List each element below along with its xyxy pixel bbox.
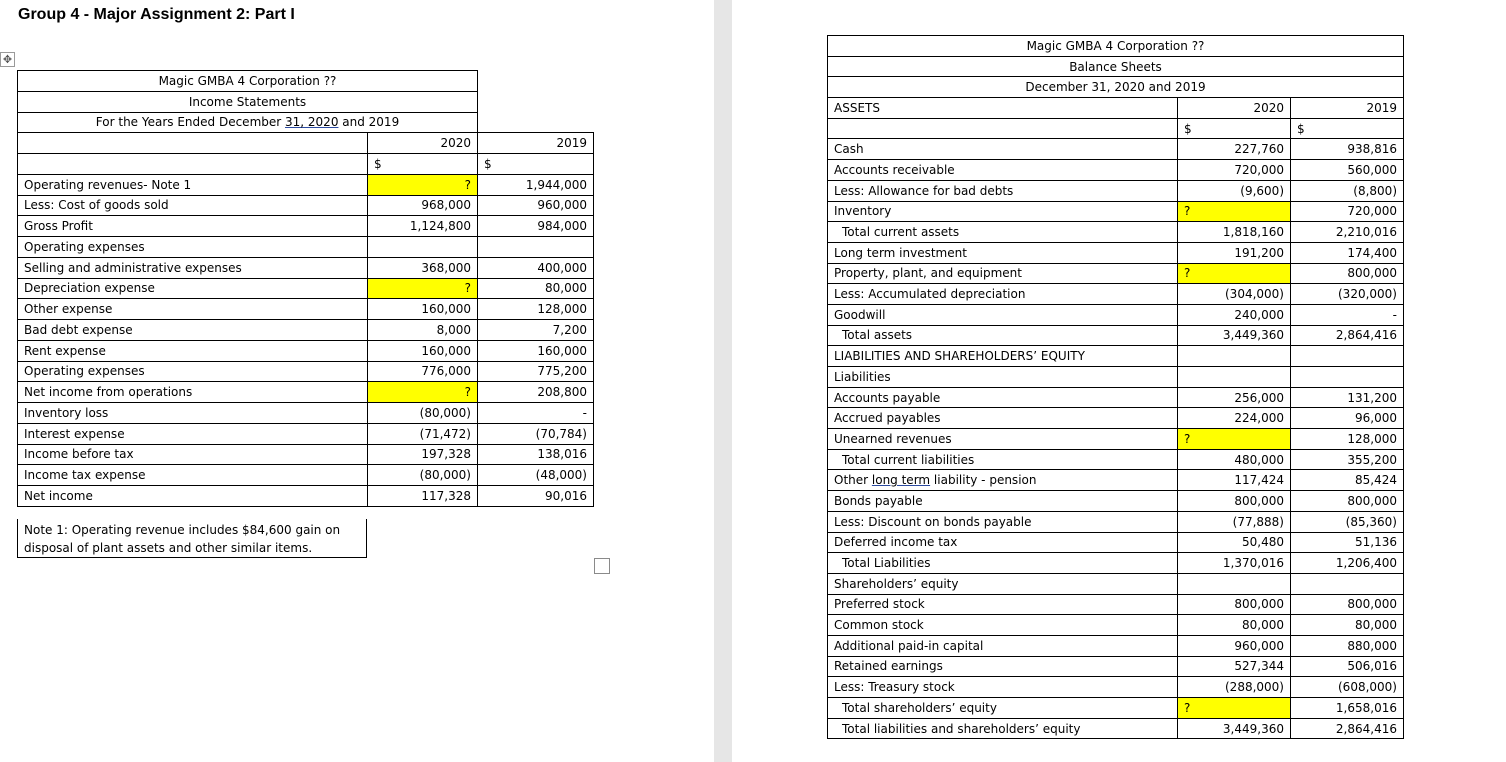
bs-row-label: Property, plant, and equipment — [828, 263, 1178, 284]
table-row — [18, 299, 594, 320]
bs-row-value-2019: 506,016 — [1291, 656, 1404, 677]
is-row-value-2020: (71,472) — [368, 423, 478, 444]
is-row-value-2020 — [368, 237, 478, 258]
is-row-label: Rent expense — [18, 340, 368, 361]
table-row — [18, 216, 594, 237]
table-row — [828, 573, 1404, 594]
bs-row-value-2019: - — [1291, 304, 1404, 325]
bs-row-value-2019: (608,000) — [1291, 677, 1404, 698]
is-row-label: Bad debt expense — [18, 320, 368, 341]
bs-row-value-2019: (320,000) — [1291, 284, 1404, 305]
bs-year-2019: 2019 — [1291, 98, 1404, 119]
is-row-value-2019: 775,200 — [478, 361, 594, 382]
bs-row-label: LIABILITIES AND SHAREHOLDERS’ EQUITY — [828, 346, 1178, 367]
is-row-value-2019: 160,000 — [478, 340, 594, 361]
bs-row-label: Less: Accumulated depreciation — [828, 284, 1178, 305]
table-row — [18, 257, 594, 278]
table-row — [828, 698, 1404, 719]
bs-currency-2019: $ — [1291, 118, 1404, 139]
table-row — [828, 429, 1404, 450]
bs-row-label: Less: Discount on bonds payable — [828, 511, 1178, 532]
bs-row-value-2019 — [1291, 573, 1404, 594]
is-currency-2019: $ — [478, 154, 594, 175]
bs-row-label — [828, 470, 1178, 491]
is-row-value-2019: - — [478, 403, 594, 424]
is-row-label: Net income from operations — [18, 382, 368, 403]
table-row — [18, 320, 594, 341]
bs-row-value-2020 — [1178, 367, 1291, 388]
is-row-label: Net income — [18, 486, 368, 507]
bs-row-value-2020: 256,000 — [1178, 387, 1291, 408]
bs-row-value-2020: 227,760 — [1178, 139, 1291, 160]
is-row-label: Gross Profit — [18, 216, 368, 237]
is-period — [18, 112, 478, 133]
table-row — [828, 615, 1404, 636]
bs-row-value-2020: 1,370,016 — [1178, 553, 1291, 574]
bs-row-label: Accounts receivable — [828, 160, 1178, 181]
bs-row-label: Total assets — [828, 325, 1178, 346]
is-row-value-2020: 160,000 — [368, 299, 478, 320]
bs-company-name: Magic GMBA 4 Corporation ?? — [828, 36, 1404, 57]
bs-row-value-2019: 128,000 — [1291, 429, 1404, 450]
bs-year-2020: 2020 — [1178, 98, 1291, 119]
bs-row-label: Less: Allowance for bad debts — [828, 180, 1178, 201]
bs-row-label: Goodwill — [828, 304, 1178, 325]
table-row — [828, 325, 1404, 346]
page-gutter — [714, 0, 732, 762]
table-row — [828, 491, 1404, 512]
bs-row-label: Accrued payables — [828, 408, 1178, 429]
table-row — [828, 470, 1404, 491]
table-row — [828, 635, 1404, 656]
bs-row-label: Preferred stock — [828, 594, 1178, 615]
table-row — [828, 242, 1404, 263]
bs-row-value-2020: 3,449,360 — [1178, 718, 1291, 739]
table-row — [828, 677, 1404, 698]
bs-row-value-2019: 2,864,416 — [1291, 718, 1404, 739]
bs-row-value-2019: 2,210,016 — [1291, 222, 1404, 243]
bs-date: December 31, 2020 and 2019 — [828, 77, 1404, 98]
table-row — [828, 449, 1404, 470]
is-row-value-2019: (48,000) — [478, 465, 594, 486]
is-row-label: Other expense — [18, 299, 368, 320]
bs-row-value-2020: 800,000 — [1178, 594, 1291, 615]
bs-row-value-2020: (288,000) — [1178, 677, 1291, 698]
is-row-value-2020: 160,000 — [368, 340, 478, 361]
checkbox[interactable] — [594, 558, 610, 574]
table-row — [828, 180, 1404, 201]
table-row — [828, 222, 1404, 243]
bs-row-value-2020: 224,000 — [1178, 408, 1291, 429]
bs-row-label: Bonds payable — [828, 491, 1178, 512]
bs-row-value-2019: 800,000 — [1291, 491, 1404, 512]
table-row — [18, 403, 594, 424]
bs-row-label: Total current assets — [828, 222, 1178, 243]
bs-row-value-2019: 85,424 — [1291, 470, 1404, 491]
bs-row-label-suffix: liability - pension — [930, 473, 1037, 488]
table-row — [828, 139, 1404, 160]
table-row — [828, 656, 1404, 677]
bs-row-value-2019: 560,000 — [1291, 160, 1404, 181]
is-row-value-2020: 197,328 — [368, 444, 478, 465]
is-period-prefix: For the Years Ended December — [95, 115, 286, 130]
page-title: Group 4 - Major Assignment 2: Part I — [18, 6, 295, 23]
is-title: Income Statements — [18, 91, 478, 112]
table-row — [18, 465, 594, 486]
is-year-2019: 2019 — [478, 133, 594, 154]
bs-row-value-2020: 3,449,360 — [1178, 325, 1291, 346]
is-row-label: Operating expenses — [18, 361, 368, 382]
bs-row-value-2019: 800,000 — [1291, 263, 1404, 284]
bs-row-value-2019 — [1291, 346, 1404, 367]
bs-row-value-2020 — [1178, 346, 1291, 367]
bs-row-value-2020: 117,424 — [1178, 470, 1291, 491]
bs-title: Balance Sheets — [828, 56, 1404, 77]
is-row-value-2020: 968,000 — [368, 195, 478, 216]
is-row-label: Interest expense — [18, 423, 368, 444]
is-row-value-2020: (80,000) — [368, 403, 478, 424]
bs-row-value-2019: 938,816 — [1291, 139, 1404, 160]
bs-row-label: Total shareholders’ equity — [828, 698, 1178, 719]
bs-row-label-underlined: long term — [871, 473, 931, 488]
is-row-value-2019: (70,784) — [478, 423, 594, 444]
is-row-value-2019: 400,000 — [478, 257, 594, 278]
bs-row-value-2019: (8,800) — [1291, 180, 1404, 201]
bs-row-value-2019: 174,400 — [1291, 242, 1404, 263]
bs-row-label: Accounts payable — [828, 387, 1178, 408]
table-row — [828, 346, 1404, 367]
is-row-label: Income before tax — [18, 444, 368, 465]
table-row — [18, 382, 594, 403]
is-row-value-2020[interactable]: ? — [368, 278, 478, 299]
table-row — [18, 423, 594, 444]
table-row — [18, 444, 594, 465]
bs-row-value-2019: 96,000 — [1291, 408, 1404, 429]
bs-row-value-2020: 480,000 — [1178, 449, 1291, 470]
table-row — [828, 408, 1404, 429]
balance-sheet-table — [827, 35, 1404, 739]
table-row — [18, 278, 594, 299]
is-row-value-2019: 7,200 — [478, 320, 594, 341]
is-note-table — [17, 519, 367, 558]
bs-row-value-2019: 880,000 — [1291, 635, 1404, 656]
bs-row-value-2019: 51,136 — [1291, 532, 1404, 553]
bs-row-label: Shareholders’ equity — [828, 573, 1178, 594]
table-row — [828, 304, 1404, 325]
is-row-value-2020: 8,000 — [368, 320, 478, 341]
is-note: Note 1: Operating revenue includes $84,600 gain on disposal of plant assets and other similar items. — [18, 519, 367, 558]
table-row — [828, 367, 1404, 388]
bs-row-value-2020: (9,600) — [1178, 180, 1291, 201]
bs-row-value-2019: 1,206,400 — [1291, 553, 1404, 574]
table-row — [18, 486, 594, 507]
table-row — [18, 195, 594, 216]
bs-row-label: Common stock — [828, 615, 1178, 636]
is-row-label: Operating revenues- Note 1 — [18, 174, 368, 195]
is-row-value-2020: 776,000 — [368, 361, 478, 382]
bs-row-label: Retained earnings — [828, 656, 1178, 677]
table-row — [828, 553, 1404, 574]
bs-row-value-2019: 355,200 — [1291, 449, 1404, 470]
is-row-label: Income tax expense — [18, 465, 368, 486]
bs-row-value-2019: 720,000 — [1291, 201, 1404, 222]
table-row — [18, 237, 594, 258]
is-period-suffix: and 2019 — [338, 115, 400, 130]
is-row-value-2019: 90,016 — [478, 486, 594, 507]
bs-row-value-2020: (304,000) — [1178, 284, 1291, 305]
bs-row-label: Additional paid-in capital — [828, 635, 1178, 656]
is-row-label: Selling and administrative expenses — [18, 257, 368, 278]
bs-row-label: Cash — [828, 139, 1178, 160]
is-row-value-2020: 117,328 — [368, 486, 478, 507]
bs-row-value-2019: (85,360) — [1291, 511, 1404, 532]
bs-row-value-2019: 1,658,016 — [1291, 698, 1404, 719]
table-row — [828, 263, 1404, 284]
table-row — [828, 160, 1404, 181]
bs-row-label: Liabilities — [828, 367, 1178, 388]
bs-row-label: Less: Treasury stock — [828, 677, 1178, 698]
table-row — [828, 387, 1404, 408]
is-row-label: Operating expenses — [18, 237, 368, 258]
is-period-date: 31, 2020 — [285, 115, 339, 130]
is-row-value-2020: (80,000) — [368, 465, 478, 486]
bs-row-value-2020: 191,200 — [1178, 242, 1291, 263]
bs-row-value-2020: 960,000 — [1178, 635, 1291, 656]
bs-row-value-2019: 2,864,416 — [1291, 325, 1404, 346]
bs-row-label: Total liabilities and shareholders’ equity — [828, 718, 1178, 739]
bs-row-label: Deferred income tax — [828, 532, 1178, 553]
bs-row-value-2020[interactable]: ? — [1178, 698, 1291, 719]
bs-row-value-2019: 800,000 — [1291, 594, 1404, 615]
table-row — [828, 718, 1404, 739]
bs-row-label: Total current liabilities — [828, 449, 1178, 470]
bs-row-value-2020[interactable]: ? — [1178, 201, 1291, 222]
is-rows — [18, 174, 594, 506]
bs-row-value-2019: 80,000 — [1291, 615, 1404, 636]
bs-row-value-2020: 240,000 — [1178, 304, 1291, 325]
is-row-value-2019 — [478, 237, 594, 258]
bs-row-value-2020[interactable]: ? — [1178, 263, 1291, 284]
table-row — [828, 284, 1404, 305]
bs-row-value-2020: 80,000 — [1178, 615, 1291, 636]
table-row — [828, 532, 1404, 553]
table-move-handle-icon[interactable]: ✥ — [0, 52, 15, 67]
bs-row-label: Inventory — [828, 201, 1178, 222]
bs-row-value-2019: 131,200 — [1291, 387, 1404, 408]
bs-row-value-2020: 800,000 — [1178, 491, 1291, 512]
table-row — [18, 361, 594, 382]
is-row-value-2019: 960,000 — [478, 195, 594, 216]
is-year-2020: 2020 — [368, 133, 478, 154]
is-row-value-2019: 208,800 — [478, 382, 594, 403]
income-statement-table — [17, 70, 594, 507]
bs-row-label: Unearned revenues — [828, 429, 1178, 450]
is-row-value-2019: 1,944,000 — [478, 174, 594, 195]
is-currency-2020: $ — [368, 154, 478, 175]
is-row-value-2020: 1,124,800 — [368, 216, 478, 237]
bs-assets-heading: ASSETS — [828, 98, 1178, 119]
bs-row-value-2020: 527,344 — [1178, 656, 1291, 677]
table-row — [828, 511, 1404, 532]
is-company-name: Magic GMBA 4 Corporation ?? — [18, 71, 478, 92]
table-row — [18, 340, 594, 361]
is-row-label: Depreciation expense — [18, 278, 368, 299]
is-row-value-2019: 80,000 — [478, 278, 594, 299]
bs-currency-2020: $ — [1178, 118, 1291, 139]
is-row-label: Inventory loss — [18, 403, 368, 424]
is-row-value-2019: 984,000 — [478, 216, 594, 237]
bs-row-label-prefix: Other — [834, 473, 872, 488]
bs-row-value-2020[interactable]: ? — [1178, 429, 1291, 450]
is-row-value-2020: 368,000 — [368, 257, 478, 278]
table-row — [18, 174, 594, 195]
bs-row-label: Long term investment — [828, 242, 1178, 263]
table-row — [828, 201, 1404, 222]
bs-row-value-2020 — [1178, 573, 1291, 594]
bs-rows — [828, 139, 1404, 739]
bs-row-value-2020: (77,888) — [1178, 511, 1291, 532]
bs-row-value-2019 — [1291, 367, 1404, 388]
table-row — [828, 594, 1404, 615]
bs-row-value-2020: 1,818,160 — [1178, 222, 1291, 243]
bs-row-value-2020: 720,000 — [1178, 160, 1291, 181]
bs-row-label: Total Liabilities — [828, 553, 1178, 574]
is-row-label: Less: Cost of goods sold — [18, 195, 368, 216]
is-row-value-2020[interactable]: ? — [368, 382, 478, 403]
is-row-value-2019: 128,000 — [478, 299, 594, 320]
is-row-value-2019: 138,016 — [478, 444, 594, 465]
is-row-value-2020[interactable]: ? — [368, 174, 478, 195]
bs-row-value-2020: 50,480 — [1178, 532, 1291, 553]
